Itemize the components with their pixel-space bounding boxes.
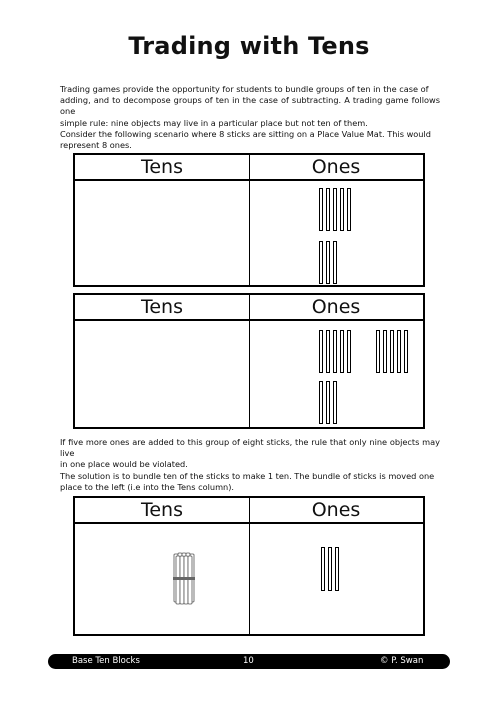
ones-stick: [347, 188, 351, 231]
ones-stick: [383, 330, 387, 373]
ones-stick: [333, 188, 337, 231]
ones-stick: [326, 188, 330, 231]
intro-line: simple rule: nine objects may live in a particular place but not ten of them.: [60, 117, 368, 128]
page-number: 10: [243, 656, 254, 666]
intro-line: Trading games provide the opportunity for students to bundle groups of ten in the case of: [60, 84, 429, 94]
ones-column-label: Ones: [311, 296, 361, 318]
ones-stick: [376, 330, 380, 373]
ones-stick: [319, 381, 323, 424]
ones-stick: [397, 330, 401, 373]
footer-author: © P. Swan: [380, 656, 424, 666]
ones-stick: [326, 330, 330, 373]
page-footer: [48, 654, 450, 669]
middle-line: place to the left (i.e into the Tens column).: [60, 481, 235, 492]
intro-line: Consider the following scenario where 8 sticks are sitting on a Place Value Mat. This would: [60, 128, 431, 139]
page-title: Trading with Tens: [128, 32, 370, 60]
tens-column-label: Tens: [140, 499, 183, 521]
tens-column-label: Tens: [140, 296, 183, 318]
middle-line: The solution is to bundle ten of the sticks to make 1 ten. The bundle of sticks is moved one: [60, 470, 435, 481]
intro-paragraph: [60, 84, 440, 151]
middle-paragraph: [60, 437, 440, 493]
ones-stick: [347, 330, 351, 373]
tens-column-label: Tens: [140, 156, 183, 178]
ones-stick: [404, 330, 408, 373]
intro-line: represent 8 ones.: [60, 140, 132, 151]
place-value-mat-3: [73, 496, 425, 636]
ones-stick: [326, 241, 330, 284]
ones-stick: [326, 381, 330, 424]
footer-title: Base Ten Blocks: [72, 656, 140, 666]
middle-line: in one place would be violated.: [60, 459, 188, 470]
place-value-mat-2: [73, 293, 425, 429]
intro-line: adding, and to decompose groups of ten in the case of subtracting. A trading game follows one: [60, 95, 440, 117]
ones-stick: [319, 330, 323, 373]
ones-stick: [340, 330, 344, 373]
ones-stick: [328, 547, 332, 591]
middle-line: If five more ones are added to this group of eight sticks, the rule that only nine objects may live: [60, 437, 440, 459]
ones-stick: [321, 547, 325, 591]
place-value-mat-1: [73, 153, 425, 287]
ones-stick: [319, 241, 323, 284]
ones-stick: [333, 330, 337, 373]
ten-bundle-icon: [171, 551, 197, 605]
ones-stick: [390, 330, 394, 373]
ones-stick: [333, 241, 337, 284]
ones-stick: [335, 547, 339, 591]
ones-stick: [319, 188, 323, 231]
ones-column-label: Ones: [311, 156, 361, 178]
ones-stick: [333, 381, 337, 424]
ones-column-label: Ones: [311, 499, 361, 521]
ones-stick: [340, 188, 344, 231]
